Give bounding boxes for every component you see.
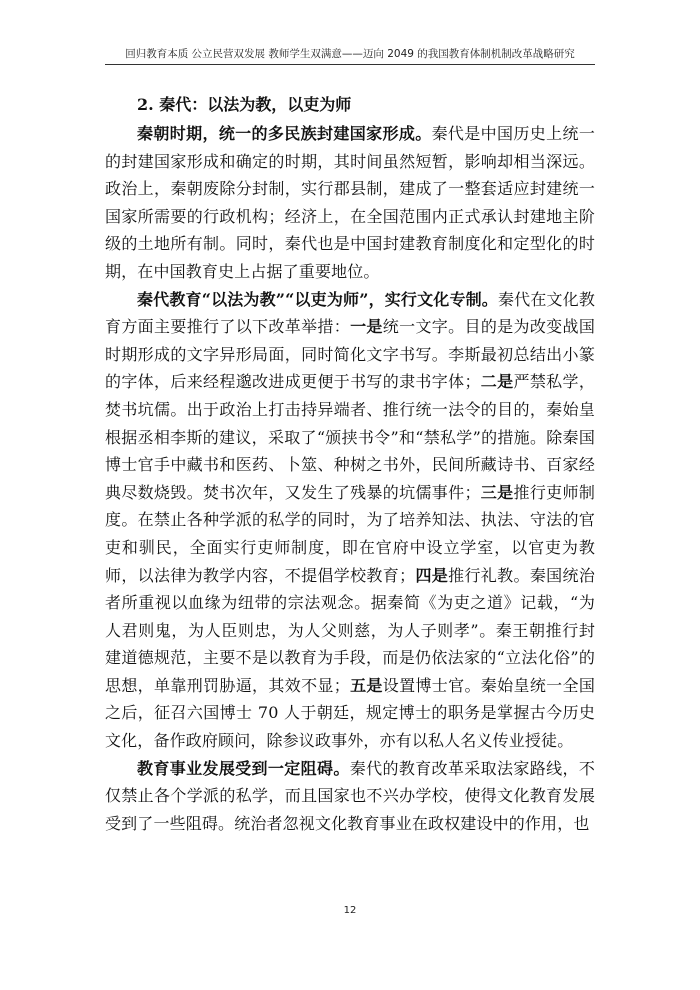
- paragraph-text: 秦代在文化教育方面主要推行了以下改革举措：: [105, 289, 595, 337]
- paragraph-text: 秦代是中国历史上统一的封建国家形成和确定的时期，其时间虽然短暂，影响却相当深远。政治上，秦朝废除分封制，实行郡县制，建成了一整套适应封建统一国家所需要的行政机构；经济上，在全国范围内正式承认封建地主阶级的土地所有制。同时，秦代也是中国封建教育制度化和定型化的时期，在中国教育史上占据了重要地位。: [105, 124, 595, 281]
- paragraph-education-policy: [105, 286, 595, 755]
- paragraph-qin-unification: [105, 120, 595, 286]
- ordinal-marker-5: 五是: [349, 675, 383, 695]
- header-rule: [105, 64, 595, 65]
- running-header: 回归教育本质 公立民营双发展 教师学生双满意——迈向 2049 的我国教育体制机制改革战略研究: [125, 48, 575, 60]
- section-heading: 2. 秦代：以法为教，以吏为师: [137, 95, 352, 114]
- paragraph-text: 统一文字。目的是为改变战国时期形成的文字异形局面，同时简化文字书写。李斯最初总结出小篆的字体，后来经程邈改进成更便于书写的隶书字体；: [105, 317, 595, 392]
- paragraph-text: 推行吏师制度。在禁止各种学派的私学的同时，为了培养知法、执法、守法的官吏和驯民，全面实行吏师制度，即在官府中设立学室，以官吏为教师，以法律为教学内容，不提倡学校教育；: [105, 482, 595, 585]
- ordinal-marker-2: 二是: [480, 372, 514, 392]
- document-body: [105, 90, 595, 837]
- ordinal-marker-1: 一是: [350, 317, 383, 337]
- paragraph-text: 秦代的教育改革采取法家路线，不仅禁止各个学派的私学，而且国家也不兴办学校，使得文化教育发展受到了一些阻碍。统治者忽视文化教育事业在政权建设中的作用，也: [105, 758, 595, 833]
- paragraph-text: 推行礼教。秦国统治者所重视以血缘为纽带的宗法观念。据秦简《为吏之道》记载，“为人君则鬼，为人臣则忠，为人父则慈，为人子则孝”。秦王朝推行封建道德规范，主要不是以教育为手段，而是仍依法家的“立法化俗”的思想，单靠刑罚胁逼，其效不显；: [105, 565, 595, 695]
- paragraph-text: 设置博士官。秦始皇统一全国之后，征召六国博士 70 人于朝廷，规定博士的职务是掌握古今历史文化，备作政府顾问，除参议政事外，亦有以私人名义传业授徒。: [105, 675, 595, 751]
- page-number: 12: [343, 905, 357, 916]
- lead-sentence: 教育事业发展受到一定阻碍。: [137, 758, 350, 778]
- ordinal-marker-3: 三是: [480, 482, 514, 502]
- lead-sentence: 秦代教育“以法为教”“以吏为师”，实行文化专制。: [137, 289, 498, 309]
- ordinal-marker-4: 四是: [415, 565, 449, 585]
- lead-sentence: 秦朝时期，统一的多民族封建国家形成。: [137, 124, 432, 143]
- paragraph-obstacles: [105, 755, 595, 838]
- paragraph-text: 严禁私学，焚书坑儒。出于政治上打击持异端者、推行统一法令的目的，秦始皇根据丞相李斯的建议，采取了“颁挟书令”和“禁私学”的措施。除秦国博士官手中藏书和医药、卜筮、种树之书外，民间所藏诗书、百家经典尽数烧毁。焚书次年，又发生了残暴的坑儒事件；: [105, 372, 595, 502]
